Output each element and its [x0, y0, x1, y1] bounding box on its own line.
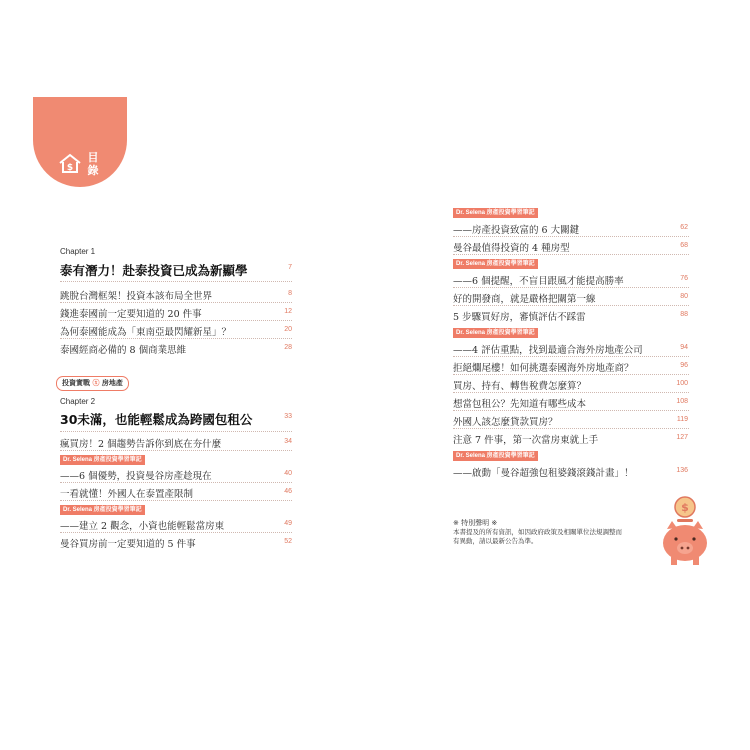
divider: [453, 392, 689, 393]
toc-entry-page: 119: [676, 416, 688, 423]
toc-entry: ——建立 2 觀念，小資也能輕鬆當房東: [60, 521, 225, 532]
divider: [60, 482, 292, 483]
divider: [60, 500, 292, 501]
chapter-1-label: Chapter 1: [60, 247, 96, 256]
toc-entry: ——4 評估重點，找到最適合海外房地產公司: [453, 345, 643, 356]
toc-entry: 一看就懂！外國人在泰置產限制: [60, 489, 194, 500]
chapter-2-page: 33: [284, 413, 292, 420]
toc-entry-page: 49: [284, 520, 292, 527]
pill-part-a: 投資實戰: [62, 379, 90, 387]
svg-text:$: $: [681, 501, 689, 514]
divider: [60, 320, 292, 321]
house-money-icon: [57, 152, 83, 176]
toc-entry: ——房產投資致富的 6 大關鍵: [453, 225, 580, 236]
toc-entry: ——6 個優勢，投資曼谷房產趁現在: [60, 471, 212, 482]
toc-entry: 好的開發商，就是嚴格把關第一線: [453, 294, 596, 305]
notes-tag: Dr. Selena 房產投資學習筆記: [453, 328, 538, 338]
toc-entry-page: 136: [676, 467, 688, 474]
toc-entry-page: 46: [284, 488, 292, 495]
section-pill: [56, 376, 129, 391]
notes-tag: Dr. Selena 房產投資學習筆記: [453, 259, 538, 269]
divider: [60, 532, 292, 533]
toc-entry-page: 76: [680, 275, 688, 282]
chapter-1-page: 7: [288, 264, 292, 271]
divider: [60, 281, 292, 282]
divider: [453, 287, 689, 288]
toc-entry-page: 40: [284, 470, 292, 477]
toc-entry: 為何泰國能成為「東南亞最閃耀新星」？: [60, 327, 232, 338]
toc-entry: 買房、持有、轉售稅費怎麼算？: [453, 381, 587, 392]
toc-entry: 跳脫台灣框架！投資本該布局全世界: [60, 291, 213, 302]
divider: [453, 254, 689, 255]
piggy-bank-icon: [655, 495, 717, 573]
notice-title: ※ 特別聲明 ※: [453, 519, 498, 527]
toc-entry: 拒絕爛尾樓！如何挑選泰國海外房地產商？: [453, 363, 634, 374]
toc-entry: 瘋買房！2 個趨勢告訴你到底在夯什麼: [60, 439, 222, 450]
notes-tag: Dr. Selena 房產投資學習筆記: [60, 455, 145, 465]
divider: [453, 356, 689, 357]
toc-entry-page: 108: [676, 398, 688, 405]
toc-badge: [33, 97, 127, 187]
toc-entry: 錢進泰國前一定要知道的 20 件事: [60, 309, 202, 320]
toc-entry: 5 步驟買好房，審慎評估不踩雷: [453, 312, 586, 323]
toc-entry-page: 127: [676, 434, 688, 441]
divider: [453, 374, 689, 375]
notes-tag: Dr. Selena 房產投資學習筆記: [60, 505, 145, 515]
pill-part-b: 房地產: [101, 379, 123, 387]
toc-entry: 注意 7 件事，第一次當房東就上手: [453, 435, 599, 446]
toc-entry: 曼谷買房前一定要知道的 5 件事: [60, 539, 196, 550]
chapter-1-title: 泰有潛力！赴泰投資已成為新顯學: [60, 263, 248, 278]
chapter-2-label: Chapter 2: [60, 397, 96, 406]
toc-entry-page: 20: [284, 326, 292, 333]
toc-entry: 外國人該怎麼貸款買房？: [453, 417, 558, 428]
toc-entry-page: 96: [680, 362, 688, 369]
toc-label: 目錄: [87, 151, 99, 177]
toc-entry-page: 52: [284, 538, 292, 545]
toc-entry-page: 100: [676, 380, 688, 387]
divider: [453, 410, 689, 411]
toc-entry-page: 80: [680, 293, 688, 300]
divider: [453, 305, 689, 306]
toc-entry: ——啟動「曼谷超強包租婆錢滾錢計畫」！: [453, 468, 634, 479]
pill-x: ⓧ: [92, 379, 100, 387]
toc-entry-page: 94: [680, 344, 688, 351]
toc-entry: 想當包租公？先知道有哪些成本: [453, 399, 587, 410]
divider: [60, 450, 292, 451]
divider: [453, 236, 689, 237]
toc-entry-page: 62: [680, 224, 688, 231]
toc-entry-page: 8: [288, 290, 292, 297]
toc-entry: ——6 個提醒，不盲目跟風才能提高勝率: [453, 276, 624, 287]
notes-tag: Dr. Selena 房產投資學習筆記: [453, 451, 538, 461]
divider: [60, 431, 292, 432]
toc-entry-page: 88: [680, 311, 688, 318]
divider: [453, 428, 689, 429]
chapter-2-title: 30未滿，也能輕鬆成為跨國包租公: [60, 412, 253, 427]
divider: [60, 302, 292, 303]
toc-entry: 曼谷最值得投資的 4 種房型: [453, 243, 570, 254]
svg-text:$: $: [66, 163, 74, 173]
notice-body: 本書提及的所有資訊，如因政府政策及相關單位法規調整而有異動，請以最新公告為準。: [453, 528, 622, 545]
toc-entry-page: 12: [284, 308, 292, 315]
toc-entry-page: 28: [284, 344, 292, 351]
divider: [60, 338, 292, 339]
toc-entry-page: 68: [680, 242, 688, 249]
notes-tag: Dr. Selena 房產投資學習筆記: [453, 208, 538, 218]
toc-entry: 泰國經商必備的 8 個商業思維: [60, 345, 187, 356]
toc-entry-page: 34: [284, 438, 292, 445]
